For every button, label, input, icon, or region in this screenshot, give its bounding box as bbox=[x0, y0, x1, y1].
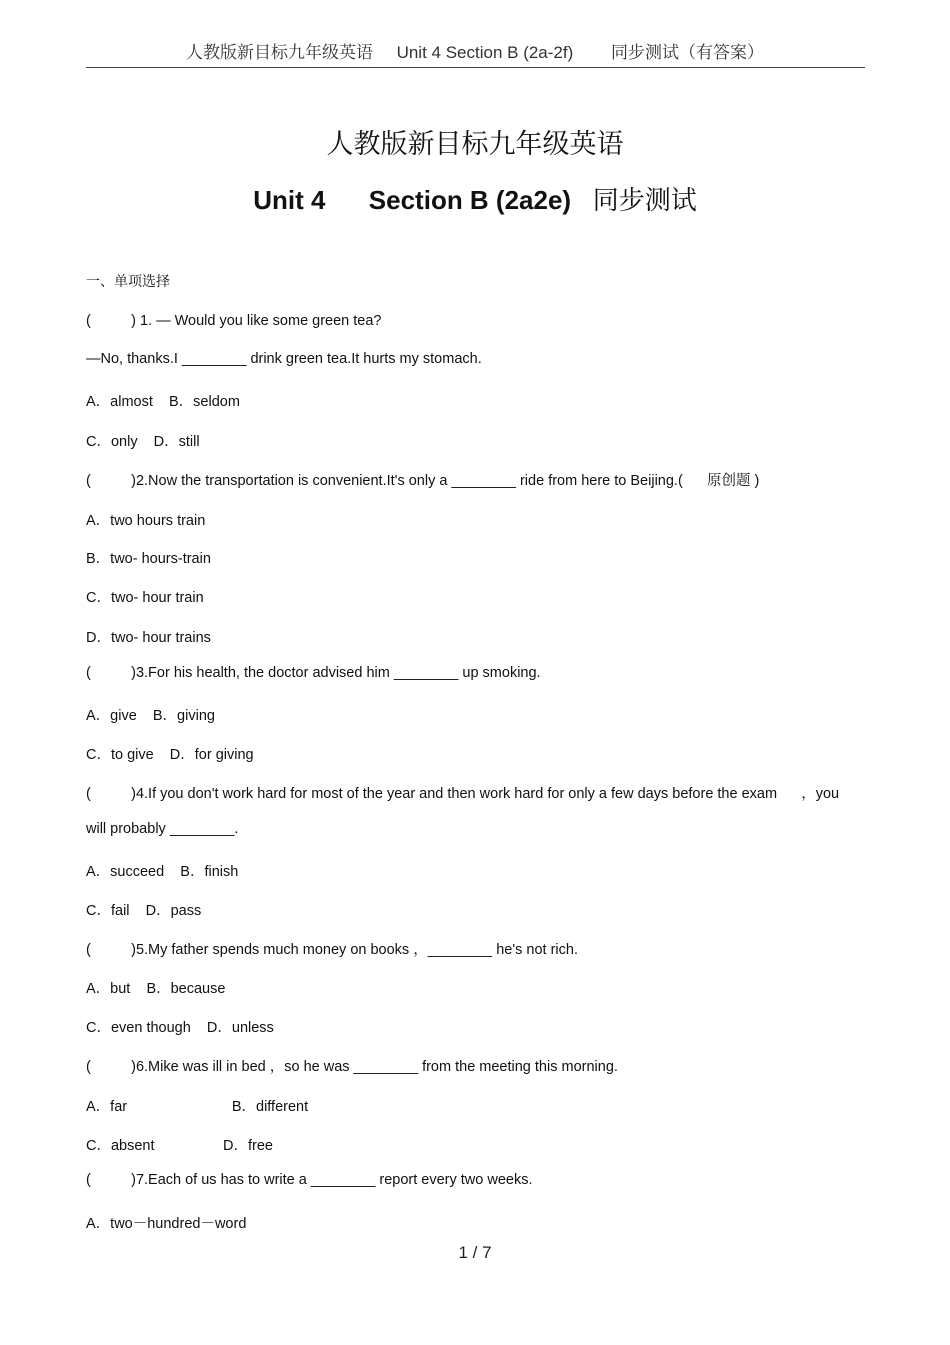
question-line: ( )6.Mike was ill in bed ，so he was ________ from the meeting this morning. bbox=[86, 1059, 618, 1075]
option-line: A．succeed B．finish bbox=[86, 864, 239, 880]
option-line: C．fail D．pass bbox=[86, 903, 202, 919]
question-line: will probably ________. bbox=[86, 821, 239, 837]
document-title: 人教版新目标九年级英语 bbox=[326, 129, 624, 159]
option-line: A．two－hundred－word bbox=[86, 1216, 247, 1232]
question-line: ( )5.My father spends much money on books ，________ he's not rich. bbox=[86, 942, 578, 958]
option-line: A．two hours train bbox=[86, 513, 206, 529]
page-number: 1 / 7 bbox=[458, 1243, 492, 1262]
header-rule bbox=[86, 67, 865, 68]
option-line: D．two- hour trains bbox=[86, 630, 211, 646]
section-label: Section B (2a2e) bbox=[368, 185, 572, 215]
question-line: ( )3.For his health, the doctor advised him ________ up smoking. bbox=[86, 665, 541, 681]
option-line: A．but B．because bbox=[86, 981, 226, 997]
option-line: A．give B．giving bbox=[86, 708, 215, 724]
option-line: C．to give D．for giving bbox=[86, 747, 254, 763]
unit-label: Unit 4 bbox=[253, 185, 326, 215]
option-line: C．only D．still bbox=[86, 434, 200, 450]
option-line: C．two- hour train bbox=[86, 590, 204, 606]
subtitle-suffix: 同步测试 bbox=[592, 185, 697, 215]
running-header: 人教版新目标九年级英语 Unit 4 Section B (2a-2f) 同步测试（有答案） bbox=[185, 43, 765, 62]
question-line: —No, thanks.I ________ drink green tea.It hurts my stomach. bbox=[86, 351, 482, 367]
option-line: C．absent D．free bbox=[86, 1138, 273, 1154]
option-line: B．two- hours-train bbox=[86, 551, 211, 567]
question-line: ( )4.If you don't work hard for most of the year and then work hard for only a few days before the exam ，you bbox=[86, 786, 840, 802]
option-line: A．almost B．seldom bbox=[86, 394, 240, 410]
option-line: C．even though D．unless bbox=[86, 1020, 274, 1036]
question-line: ( )7.Each of us has to write a ________ report every two weeks. bbox=[86, 1172, 533, 1188]
question-line: ( ) 1. — Would you like some green tea? bbox=[86, 313, 382, 329]
question-line: ( )2.Now the transportation is convenient.It's only a ________ ride from here to Beijing.( 原创题 ) bbox=[86, 473, 760, 489]
section-heading: 一、单项选择 bbox=[86, 273, 170, 289]
option-line: A．far B．different bbox=[86, 1099, 309, 1115]
document-subtitle bbox=[0, 180, 950, 217]
